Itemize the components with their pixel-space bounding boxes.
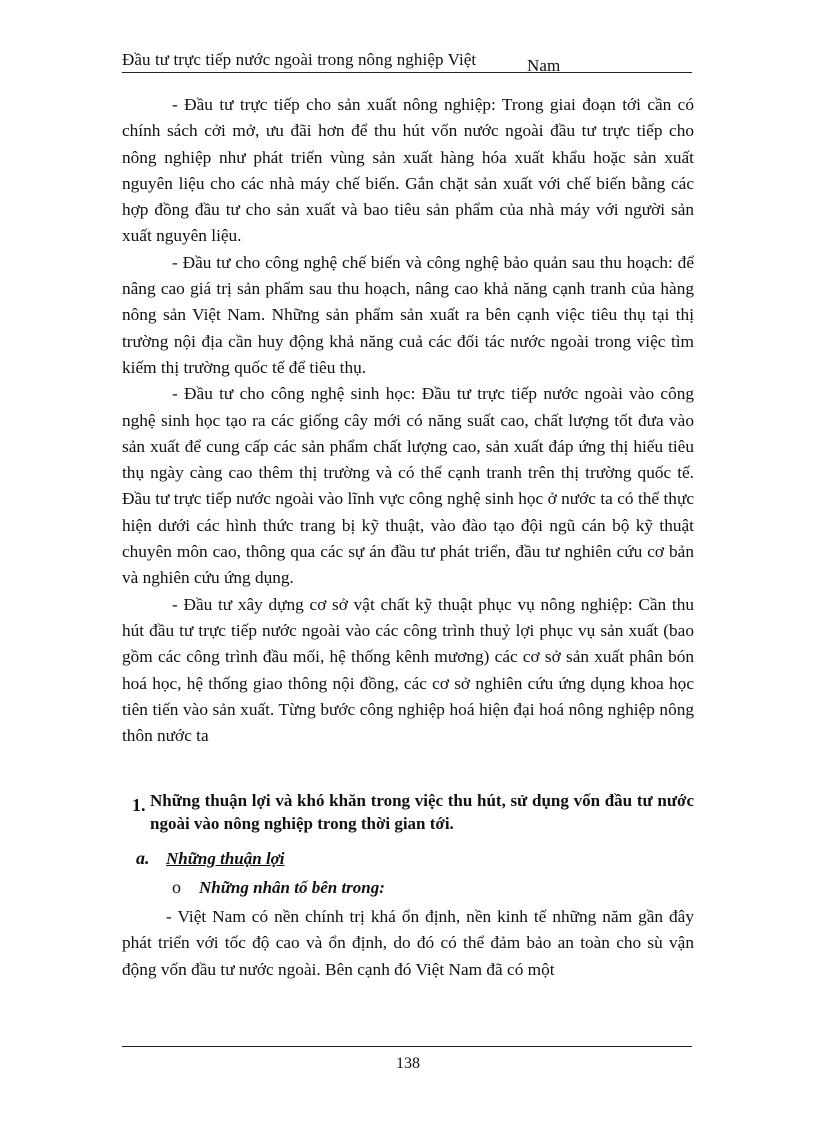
section-number: 1. [132, 795, 146, 815]
paragraph-processing-technology: - Đầu tư cho công nghệ chế biến và công nghệ bảo quản sau thu hoạch: để nâng cao giá trị sản phẩm sau thu hoạch, nâng cao khả năng cạnh tranh của hàng nông sản Việt Nam. Những sản phẩm sản xuất ra bên cạnh việc tiêu thụ tại thị trường nội địa cần huy động khả năng cuả các đối tác nước ngoài trong việc tìm kiếm thị trường quốc tế để tiêu thụ. [122, 252, 694, 377]
subsubsection-heading [172, 877, 385, 898]
body-text-continued [122, 904, 694, 983]
subsubsection-title: Những nhân tố bên trong: [199, 878, 385, 897]
paragraph-production-investment: - Đầu tư trực tiếp cho sản xuất nông nghiệp: Trong giai đoạn tới cần có chính sách cởi mở, ưu đãi hơn để thu hút vốn nước ngoài đầu tư trực tiếp cho nông nghiệp như phát triển vùng sản xuất hàng hóa xuất khẩu hoặc sản xuất nguyên liệu cho các nhà máy chế biến. Gắn chặt sản xuất với chế biến bằng các hợp đồng đầu tư cho sản xuất và bao tiêu sản phẩm của nhà máy với người sản xuất nguyên liệu. [122, 95, 694, 246]
circle-bullet-icon: o [172, 877, 181, 897]
paragraph-infrastructure: - Đầu tư xây dựng cơ sở vật chất kỹ thuật phục vụ nông nghiệp: Cần thu hút đầu tư trực tiếp nước ngoài vào các công trình thuỷ lợi phục vụ sản xuất (bao gồm các công trình đầu mối, hệ thống kênh mương) các cơ sở sản xuất phân bón hoá học, hệ thống giao thông nội đồng, các cơ sở nghiên cứu ứng dụng khoa học tiên tiến vào sản xuất. Từng bước công nghiệp hoá hiện đại hoá nông nghiệp nông thôn nước ta [122, 594, 694, 746]
header-title: Đầu tư trực tiếp nước ngoài trong nông nghiệp Việt [122, 50, 477, 69]
page-number: 138 [396, 1055, 420, 1072]
footer-divider [122, 1046, 692, 1047]
page-header [122, 46, 692, 73]
paragraph-biotechnology: - Đầu tư cho công nghệ sinh học: Đầu tư trực tiếp nước ngoài vào công nghệ sinh học tạo ra các giống cây mới có năng suất cao, chất lượng tốt đưa vào sản xuất để cung cấp các sản phẩm chất lượng cao, sản xuất đáp ứng thị hiếu tiêu thụ ngày càng cao thêm thị trường và có thể cạnh tranh trên thị trường quốc tế. Đầu tư trực tiếp nước ngoài vào lĩnh vực công nghệ sinh học ở nước ta có thể thực hiện dưới các hình thức trang bị kỹ thuật, vào đào tạo đội ngũ cán bộ kỹ thuật chuyên môn cao, thông qua các sự án đầu tư phát triển, đầu tư nghiên cứu cơ bản và nghiên cứu ứng dụng. [122, 384, 694, 588]
header-title-tail: Nam [527, 56, 561, 75]
section-title: Những thuận lợi và khó khăn trong việc thu hút, sử dụng vốn đầu tư nước ngoài vào nông nghiệp trong thời gian tới. [150, 791, 694, 833]
paragraph-political-stability: - Việt Nam có nền chính trị khá ổn định, nền kinh tế những năm gần đây phát triển với tốc độ cao và ổn định, do đó có thể đảm bảo an toàn cho sù vận động vốn đầu tư nước ngoài. Bên cạnh đó Việt Nam đã có một [122, 907, 694, 979]
subsection-heading [136, 848, 285, 869]
subsection-label: a. [136, 848, 150, 868]
body-text [122, 92, 694, 749]
subsection-title: Những thuận lợi [166, 849, 285, 868]
